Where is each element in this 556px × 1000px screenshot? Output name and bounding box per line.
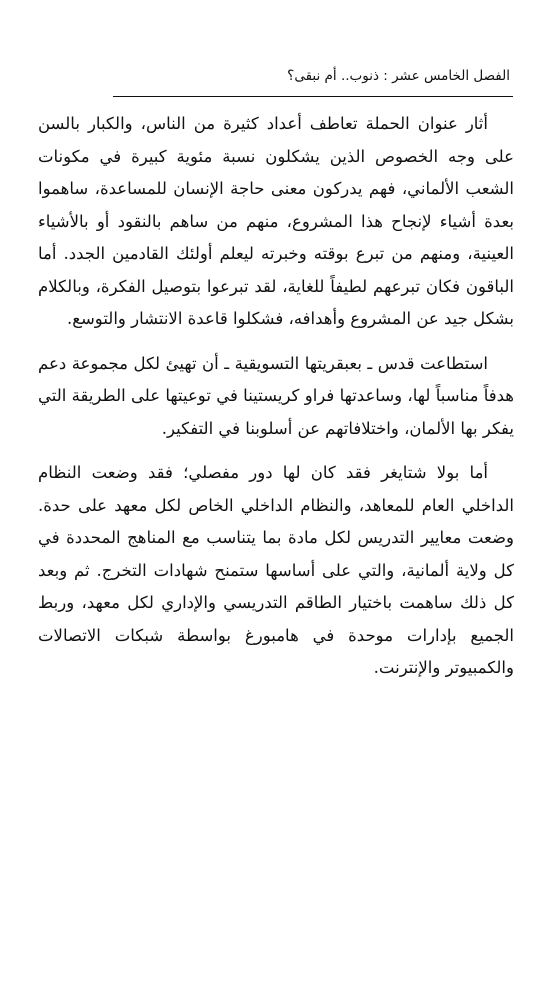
header-rule xyxy=(113,96,513,97)
paragraph: أثار عنوان الحملة تعاطف أعداد كثيرة من الناس، والكبار بالسن على وجه الخصوص الذين يشكلون نسبة مئوية كبيرة في مكونات الشعب الألماني، فهم يدركون معنى حاجة الإنسان للمساعدة، ساهموا بعدة أشياء لإنجاح هذا المشروع، منهم من ساهم بالنقود أو بالأشياء العينية، ومنهم من تبرع بوقته وخبرته ليعلم أولئك القادمين الجدد. أما الباقون فكان تبرعهم لطيفاً للغاية، لقد تبرعوا بتوصيل الفكرة، وبالكلام بشكل جيد عن المشروع وأهدافه، فشكلوا قاعدة الانتشار والتوسع. xyxy=(38,114,514,328)
running-head: الفصل الخامس عشر : ذنوب.. أم نبقى؟ xyxy=(287,68,510,84)
paragraph: أما بولا شتايغر فقد كان لها دور مفصلي؛ فقد وضعت النظام الداخلي العام للمعاهد، والنظام الداخلي الخاص لكل معهد على حدة. وضعت معايير التدريس لكل مادة بما يتناسب مع المناهج المحددة في كل ولاية ألمانية، والتي على أساسها ستمنح شهادات التخرج. ثم وبعد كل ذلك ساهمت باختيار الطاقم التدريسي والإداري لكل معهد، وربط الجميع بإدارات موحدة في هامبورغ بواسطة شبكات الاتصالات والكمبيوتر والإنترنت. xyxy=(38,463,514,677)
paragraph: استطاعت قدس ـ بعبقريتها التسويقية ـ أن تهيئ لكل مجموعة دعم هدفاً مناسباً لها، وساعدتها فراو كريستينا في توعيتها على الطريقة التي يفكر بها الألمان، واختلافاتهم عن أسلوبنا في التفكير. xyxy=(38,353,514,438)
body-text xyxy=(38,108,514,685)
